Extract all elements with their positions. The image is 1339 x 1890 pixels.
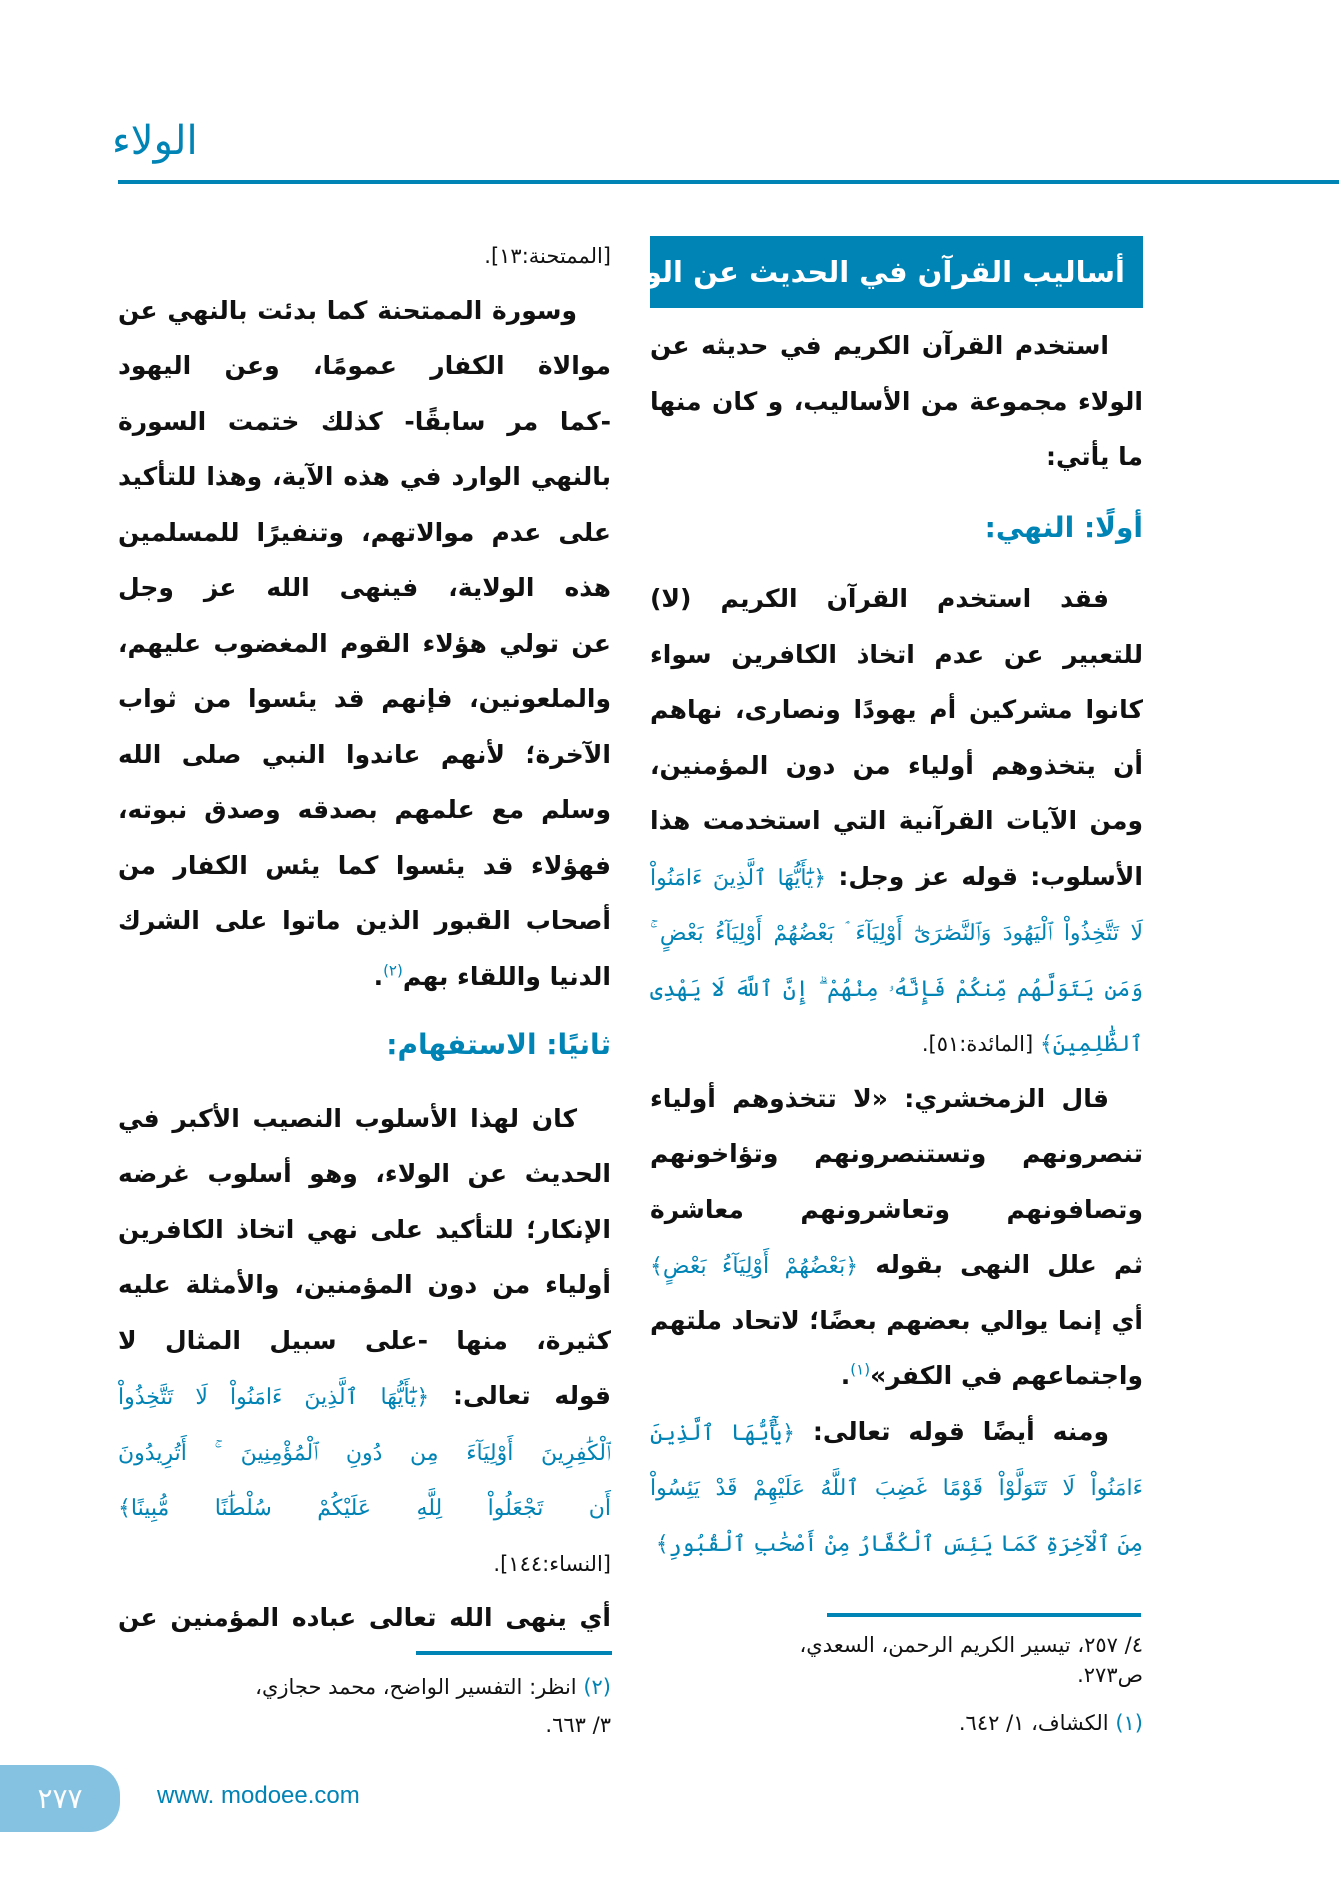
running-title: الولاء xyxy=(112,118,198,164)
text-line xyxy=(118,283,611,339)
text-line xyxy=(118,1424,611,1480)
text-line xyxy=(650,1404,1143,1460)
quran-verse: ﴿يَٰٓأَيُّهَا ٱلَّذِينَ ءَامَنُواْ xyxy=(650,865,827,891)
footnote-rule-right xyxy=(827,1613,1141,1617)
text-line xyxy=(650,1459,1143,1515)
text-line xyxy=(118,1368,611,1424)
footnote-number: (١) xyxy=(1115,1711,1143,1735)
subheading: أولًا: النهي: xyxy=(984,510,1143,544)
footnotes-right xyxy=(650,1630,1143,1738)
body-text: أي إنما يوالي بعضهم بعضًا؛ لاتحاد ملتهم xyxy=(650,1305,1143,1335)
body-text: ثم علل النهى بقوله xyxy=(858,1250,1143,1279)
body-text: والملعونين، فإنهم قد يئسوا من ثواب xyxy=(118,684,611,713)
section-heading: أساليب القرآن في الحديث عن الولاء xyxy=(650,236,1143,308)
body-text: كانوا مشركين أم يهودًا ونصارى، نهاهم xyxy=(650,695,1143,724)
text-line xyxy=(650,1126,1143,1182)
text-line xyxy=(118,338,611,394)
text-line xyxy=(118,838,611,894)
left-column-body xyxy=(118,227,611,1646)
body-text: الآخرة؛ لأنهم عاندوا النبي صلى الله xyxy=(118,739,611,769)
text-line xyxy=(650,1182,1143,1238)
body-text: قال الزمخشري: «لا تتخذوهم أولياء xyxy=(650,1083,1109,1113)
text-line xyxy=(650,1237,1143,1293)
body-text: . xyxy=(373,961,384,991)
body-text: أولياء من دون المؤمنين، والأمثلة عليه xyxy=(118,1270,611,1299)
text-line xyxy=(118,949,611,1005)
body-text: ومنه أيضًا قوله تعالى: xyxy=(795,1416,1109,1446)
body-text: أن يتخذوهم أولياء من دون المؤمنين، xyxy=(650,750,1143,780)
footnote-continued: ٣/ ٦٦٣. xyxy=(545,1713,611,1737)
body-text: عن تولي هؤلاء القوم المغضوب عليهم، xyxy=(118,628,611,658)
text-line xyxy=(118,893,611,949)
text-line xyxy=(118,616,611,672)
text-line xyxy=(118,560,611,616)
verse-reference: [الممتحنة:١٣]. xyxy=(484,244,611,268)
quran-verse: ءَامَنُواْ لَا تَتَوَلَّوْاْ قَوْمًا غَضِبَ ٱللَّهُ عَلَيْهِمْ قَدْ يَئِسُواْ xyxy=(650,1476,1143,1501)
body-text: ما يأتي: xyxy=(1045,442,1143,471)
text-line xyxy=(650,429,1143,485)
body-text: للتعبير عن عدم اتخاذ الكافرين سواء xyxy=(650,639,1143,669)
quran-verse: مِنَ ٱلْآخِرَةِ كَمَا يَئِسَ ٱلْكُفَّارُ مِنْ أَصْحَٰبِ ٱلْقُبُورِ﴾ xyxy=(655,1531,1143,1557)
body-text: الإنكار؛ للتأكيد على نهي اتخاذ الكافرين xyxy=(118,1214,611,1244)
body-text: الأسلوب: قوله عز وجل: xyxy=(826,861,1143,891)
body-text: موالاة الكفار عمومًا، وعن اليهود xyxy=(118,351,611,380)
footnote-continued: ص٢٧٣. xyxy=(1077,1663,1143,1687)
quran-verse: وَمَن يَتَوَلَّهُم مِّنكُمْ فَإِنَّهُۥ مِنْهُمْ ۗ إِنَّ ٱللَّهَ لَا يَهْدِى xyxy=(650,976,1143,1002)
text-line xyxy=(118,1535,611,1591)
text-line xyxy=(118,505,611,561)
verse-reference: [النساء:١٤٤]. xyxy=(493,1551,611,1576)
right-column xyxy=(607,236,1143,1570)
footnotes-left xyxy=(118,1668,611,1744)
text-line xyxy=(118,449,611,505)
subheading: ثانيًا: الاستفهام: xyxy=(386,1028,611,1061)
quran-verse: أَن تَجْعَلُواْ لِلَّهِ عَلَيْكُمْ سُلْطَٰنًا مُّبِينًا﴾ xyxy=(118,1496,611,1521)
body-text: استخدم القرآن الكريم في حديثه عن xyxy=(650,331,1109,360)
text-line xyxy=(650,1348,1143,1404)
body-text: بالنهي الوارد في هذه الآية، وهذا للتأكيد xyxy=(118,462,611,491)
text-line xyxy=(650,318,1143,374)
body-text: على عدم موالاتهم، وتنفيرًا للمسلمين xyxy=(118,517,611,547)
text-line xyxy=(118,671,611,727)
text-line xyxy=(650,1071,1143,1127)
footnote-number: (٢) xyxy=(583,1675,611,1699)
text-line xyxy=(650,1015,1143,1071)
body-text: تنصرونهم وتستنصرونهم وتؤاخونهم xyxy=(650,1139,1143,1168)
text-line xyxy=(650,904,1143,960)
footnote-marker: (١) xyxy=(850,1360,871,1379)
body-text: وسورة الممتحنة كما بدئت بالنهي عن xyxy=(118,295,577,325)
text-line xyxy=(650,849,1143,905)
text-line xyxy=(650,627,1143,683)
footnote-1 xyxy=(650,1708,1143,1738)
verse-reference: [المائدة:٥١]. xyxy=(921,1032,1040,1056)
footnote-2 xyxy=(118,1668,611,1706)
text-line xyxy=(650,374,1143,430)
body-text: وسلم مع علمهم بصدقه وصدق نبوته، xyxy=(118,795,611,824)
body-text: الدنيا واللقاء بهم xyxy=(402,961,611,991)
text-line xyxy=(118,782,611,838)
page-number: ٢٧٧ xyxy=(0,1765,120,1832)
body-text: هذه الولاية، فينهى الله عز وجل xyxy=(118,573,611,602)
text-line xyxy=(118,1479,611,1535)
text-line xyxy=(650,738,1143,794)
left-column xyxy=(118,227,611,1646)
text-line xyxy=(650,960,1143,1016)
text-line xyxy=(118,1313,611,1369)
body-text: الحديث عن الولاء، وهو أسلوب غرضه xyxy=(118,1159,611,1188)
footnote-rule-left xyxy=(416,1651,612,1655)
body-text: -كما مر سابقًا- كذلك ختمت السورة xyxy=(118,406,611,436)
text-line xyxy=(118,1257,611,1313)
body-text: كثيرة، منها -على سبيل المثال لا xyxy=(118,1325,611,1355)
text-line xyxy=(118,727,611,783)
text-line xyxy=(118,1590,611,1646)
text-line xyxy=(118,1146,611,1202)
body-text: ومن الآيات القرآنية التي استخدمت هذا xyxy=(650,806,1143,835)
body-text: أي ينهى الله تعالى عباده المؤمنين عن xyxy=(118,1603,611,1632)
body-text: الولاء مجموعة من الأساليب، و كان منها xyxy=(650,386,1143,416)
quran-verse: ﴿بَعْضُهُمْ أَوْلِيَآءُ بَعْضٍ﴾ xyxy=(650,1254,859,1279)
right-column-body xyxy=(650,318,1143,1570)
quran-verse: ٱلظَّٰلِمِينَ﴾ xyxy=(1039,1032,1143,1057)
body-text: . xyxy=(840,1361,851,1390)
quran-verse: ﴿يَٰٓأَيُّهَا ٱلَّذِينَ ءَامَنُواْ لَا تَتَّخِذُواْ xyxy=(118,1385,430,1410)
footnote-text: انظر: التفسير الواضح، محمد حجازي، xyxy=(255,1675,584,1699)
body-text: كان لهذا الأسلوب النصيب الأكبر في xyxy=(118,1103,577,1133)
text-line xyxy=(650,682,1143,738)
footnote-marker: (٢) xyxy=(383,961,403,980)
text-line xyxy=(650,793,1143,849)
body-text: قوله تعالى: xyxy=(429,1381,611,1410)
text-line xyxy=(118,394,611,450)
body-text: فقد استخدم القرآن الكريم (لا) xyxy=(650,584,1109,613)
body-text: وتصافونهم وتعاشرونهم معاشرة xyxy=(650,1194,1143,1224)
text-line xyxy=(118,1202,611,1258)
quran-verse: ﴿يَٰٓأَيُّهَا ٱلَّذِينَ xyxy=(650,1420,796,1446)
text-line xyxy=(650,1293,1143,1349)
quran-verse: ٱلْكَٰفِرِينَ أَوْلِيَآءَ مِن دُونِ ٱلْمُؤْمِنِينَ ۚ أَتُرِيدُونَ xyxy=(118,1440,611,1466)
body-text: فهؤلاء قد يئسوا كما يئس الكفار من xyxy=(118,850,611,880)
website-link[interactable]: www. modoee.com xyxy=(157,1782,360,1809)
body-text: واجتماعهم في الكفر» xyxy=(870,1361,1143,1390)
footnote-text: الكشاف، ١/ ٦٤٢. xyxy=(958,1711,1116,1735)
header-rule xyxy=(118,180,1339,184)
text-line xyxy=(118,227,611,283)
body-text: أصحاب القبور الذين ماتوا على الشرك xyxy=(118,906,611,935)
text-line xyxy=(650,571,1143,627)
text-line xyxy=(118,1091,611,1147)
quran-verse: لَا تَتَّخِذُواْ ٱلْيَهُودَ وَٱلنَّصَٰرَىٰٓ أَوْلِيَآءَ ۘ بَعْضُهُمْ أَوْلِيَآءُ بَعْضٍ ۚ xyxy=(650,921,1143,946)
text-line xyxy=(650,1515,1143,1571)
footnote-continued: ٤/ ٢٥٧، تيسير الكريم الرحمن، السعدي، xyxy=(799,1633,1143,1657)
